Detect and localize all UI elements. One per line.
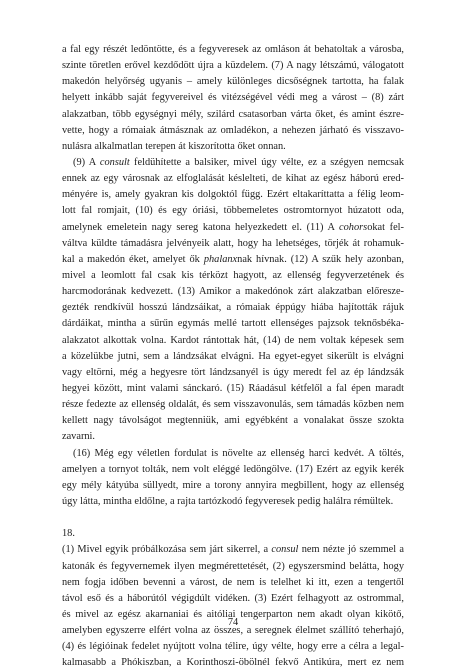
text-line: (1) Mivel egyik próbálkozása sem járt sikerrel, a consul nem nézte jó szemmel a xyxy=(62,544,404,556)
text-line: alakzatot alkottak volna. Kardot rántottak hát, (14) de nem voltak képesek sem xyxy=(62,334,404,346)
text-line: nem fogja időben bevenni a várost, de nem is telelhet ki itt, ezen a tengertől xyxy=(62,576,404,588)
text-line: zavarni. xyxy=(62,431,96,443)
text-line: és mivel az egész akarnaniai és aitóliai tengerparton nem akadt olyan kikötő, xyxy=(62,608,404,620)
text-line: ennek az egy városnak az elfoglalását késlelteti, de kihat az egész háború ered- xyxy=(62,173,404,185)
text-line: (16) Még egy véletlen fordulat is növelte az ellenség harci kedvét. A töltés, xyxy=(73,447,404,459)
paragraph-1 xyxy=(62,42,404,155)
text-line: harcmodorának kedvezett. (13) Amikor a makedónok zárt alakzatban előresze- xyxy=(62,286,404,298)
text-line: szinte töretlen erővel kezdődött újra a küzdelem. (7) A nagy létszámú, válogatott xyxy=(62,60,404,72)
text-line: ményére is, amely gyakran kis dolgoktól függ. Ezért eltakaríttatta a félig leom- xyxy=(62,189,404,201)
section-gap xyxy=(62,510,404,526)
text-line: alakzatban, több egységnyi mély, szilárd csatasorban várta őket, és amint észre- xyxy=(62,108,404,120)
text-line: amelynek emeletein nagy sereg katona helyezkedett el. (11) A cohorsokat fel- xyxy=(62,221,404,233)
text-line: vette, hogy a rómaiak átmásznak az omladékon, a nehezen járható és visszavo- xyxy=(62,124,404,136)
chapter-heading xyxy=(62,526,404,542)
text-line: katonák és fegyvernemek ilyen megmérettetését, (2) egyszersmind belátta, hogy xyxy=(62,560,404,572)
text-line: kalmasabb a Phókiszban, a Korinthoszi-öbölnél fekvő Antikúra, mert ez nem xyxy=(62,657,404,669)
text-line: egy mély kátyúba süllyedt, mire a torony annyira megbillent, hogy az ellenség xyxy=(62,479,404,491)
text-line: a közelükbe jutni, sem a lándzsákat elvágni. Ha egyet-egyet sikerült is elvágni xyxy=(62,350,404,362)
text-line: makedón helyőrség ugyanis – amely különleges dicsőségnek tartotta, ha falak xyxy=(62,76,404,88)
paragraph-2 xyxy=(62,155,404,446)
text-line: dárdáikat, mintha a sűrűn egymás mellé tartott ellenséges pajzsok teknősbéka- xyxy=(62,318,404,330)
paragraph-3 xyxy=(62,446,404,511)
paragraph-4 xyxy=(62,542,404,671)
text-line: váltva küldte támadásra jelvényeik alatt, hogy ha lehetséges, törjék át rohamuk- xyxy=(62,237,404,249)
text-line: hegyei között, mint valami sánckaró. (15) Ráadásul kétfelől a fal épen maradt xyxy=(62,382,404,394)
text-line: amelyben egyszerre elfért volna az összes, a seregnek élelmet szállító teherhajó, xyxy=(62,625,404,637)
text-line: része fedezte az ellenség oldalát, és sem visszavonulás, sem támadás közben nem xyxy=(62,399,404,411)
text-line: távol eső és a háborútól végigdúlt vidéken. (3) Ezért felhagyott az ostrommal, xyxy=(62,592,404,604)
text-line: (4) és légióinak fedelet nyújtott volna télire, úgy vélte, hogy erre a célra a legal- xyxy=(62,641,404,653)
chapter-number: 18. xyxy=(62,528,75,540)
text-block xyxy=(62,42,404,671)
text-line: gezték rendkívül hosszú lándzsáikat, a rómaiak éppúgy hiába hajították rájuk xyxy=(62,302,404,314)
text-line: (9) A consult feldühítette a balsiker, mivel úgy vélte, ez a szégyen nemcsak xyxy=(73,156,404,168)
text-line: a fal egy részét ledöntötte, és a fegyveresek az omláson át behatoltak a városba, xyxy=(62,44,404,55)
text-line: lott fal romjait, (10) és egy óriási, többemeletes ostromtornyot húzatott oda, xyxy=(62,205,404,217)
text-line: amelyen a tornyot tolták, nem volt eléggé ledöngölve. (17) Ezért az egyik kerék xyxy=(62,463,404,475)
text-line: vagy eltörni, még a hegyesre tört lándzsanyél is úgy meredt fel az ép lándzsák xyxy=(62,366,404,378)
text-line: úgy látta, mintha eldőlne, a rajta tartózkodó fegyveresek pedig halálra rémültek. xyxy=(62,495,394,507)
text-line: mivel a leomlott fal csak kis térközt hagyott, az ellenség fegyverzetének és xyxy=(62,269,404,281)
text-line: helyett inkább saját fegyvereivel és vitézségével védi meg a várost – (8) zárt xyxy=(62,92,404,104)
page-number: 74 xyxy=(227,617,239,628)
text-line: nulásra alkalmatlan terepen át kiszorította őket onnan. xyxy=(62,140,286,152)
text-line: kellett nagy távolságot megtenniük, ami egyébként a vonalakat össze szokta xyxy=(62,415,404,427)
text-line: kal a makedón éket, amelyet ők phalanxnak hívnak. (12) A szűk hely azonban, xyxy=(62,253,404,265)
